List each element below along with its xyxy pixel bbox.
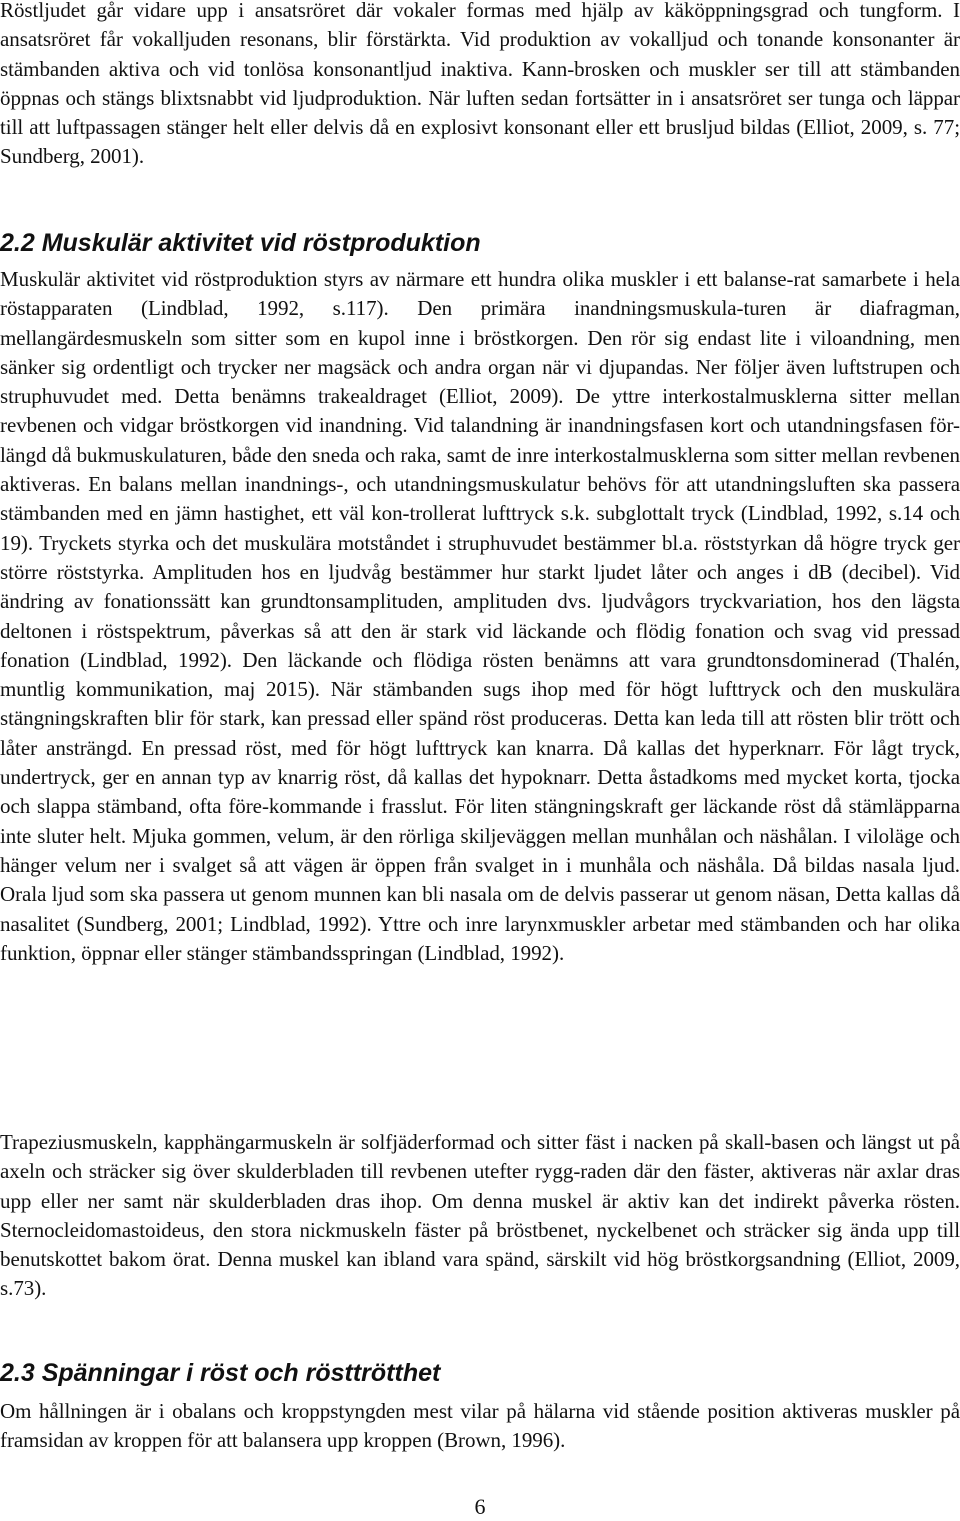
intro-paragraph: Röstljudet går vidare upp i ansatsröret där vokaler formas med hjälp av käköppningsgrad och tungform. I ansatsröret får vokalljuden resonans, blir förstärkta. Vid produktion av vokalljud och tonande konsonanter är stämbanden aktiva och vid tonlösa konsonantljud inaktiva. Kann-brosken och muskler ser till att stämbanden öppnas och stängs blixtsnabbt vid ljudproduktion. När luften sedan fortsätter in i ansatsröret ser tunga och läppar till att luftpassagen stänger helt eller delvis då en explosivt konsonant eller ett brusljud bildas (Elliot, 2009, s. 77; Sundberg, 2001). <box>0 0 960 169</box>
section-2-3-paragraph-1: Om hållningen är i obalans och kroppstyngden mest vilar på hälarna vid stående position aktiveras muskler på framsidan av kroppen för att balansera upp kroppen (Brown, 1996). <box>0 1399 960 1453</box>
section-heading-2-2: 2.2 Muskulär aktivitet vid röstproduktion <box>0 229 481 257</box>
section-2-2-paragraph-2: Trapeziusmuskeln, kapphängarmuskeln är solfjäderformad och sitter fäst i nacken på skall-basen och längst ut på axeln och sträcker sig över skulderbladen till revbenen utefter rygg-raden där den fäster, aktiveras när axlar dras upp eller ner samt när skulderbladen dras ihop. Om denna muskel är aktiv kan det indirekt påverka rösten. Sternocleidomastoideus, den stora nickmuskeln fäster på bröstbenet, nyckelbenet och sträcker sig ända upp till benutskottet bakom örat. Denna muskel kan ibland vara spänd, särskilt vid hög bröstkorgsandning (Elliot, 2009, s.73). <box>0 1130 960 1301</box>
page-number: 6 <box>474 1494 486 1519</box>
section-heading-2-3: 2.3 Spänningar i röst och rösttrötthet <box>0 1359 441 1387</box>
section-2-2-paragraph-1: Muskulär aktivitet vid röstproduktion styrs av närmare ett hundra olika muskler i ett balanse-rat samarbete i hela röstapparaten (Lindblad, 1992, s.117). Den primära inandningsmuskula-turen är diafragman, mellangärdesmuskeln som sitter som en kupol inne i bröstkorgen. Den rör sig endast lite i viloandning, men sänker sig ordentligt och trycker ner magsäck och andra organ när vi djupandas. Ner följer även luftstrupen och struphuvudet med. Detta benämns trakealdraget (Elliot, 2009). De yttre interkostalmusklerna sitter mellan revbenen och vidgar bröstkorgen vid inandning. Vid talandning är inandningsfasen kort och utandningsfasen för-längd då bukmuskulaturen, både den sneda och raka, samt de inre interkostalmusklerna som sitter mellan revbenen aktiveras. En balans mellan inandnings-, och utandningsmuskulatur behövs för att utandningsluften ska passera stämbanden med en jämn hastighet, ett väl kon-trollerat lufttryck s.k. subglottalt tryck (Lindblad, 1992, s.14 och 19). Tryckets styrka och det muskulära motståndet i struphuvudet bestämmer bl.a. röststyrkan då högre tryck ger större röststyrka. Amplituden hos en ljudvåg bestämmer hur starkt ljudet låter och anges i dB (decibel). Vid ändring av fonationssätt kan grundtonsamplituden, amplituden dvs. ljudvågors tryckvariation, hos den lägsta deltonen i röstspektrum, påverkas så att den är stark vid läckande och flödig fonation och svag vid pressad fonation (Lindblad, 1992). Den läckande och flödiga rösten benämns att vara grundtonsdominerad (Thalén, muntlig kommunikation, maj 2015). När stämbanden sugs ihop med för högt lufttryck och den muskulära stängningskraften blir för stark, kan pressad eller spänd röst produceras. Detta kan leda till att rösten blir trött och låter ansträngd. En pressad röst, med för högt lufttryck kan knarra. Då kallas det hyperknarr. För lågt tryck, undertryck, ger en annan typ av knarrig röst, då kallas det hypoknarr. Detta åstadkoms med mycket korta, tjocka och slappa stämband, ofta före-kommande i frasslut. För liten stängningskraft ger läckande röst då stämläpparna inte sluter helt. Mjuka gommen, velum, är den rörliga skiljeväggen mellan munhålan och näshålan. I viloläge och hänger velum ner i svalget så att vägen är öppen från svalget in i munhåla och näshåla. Då bildas nasala ljud. Orala ljud som ska passera ut genom munnen kan bli nasala om de delvis passerar ut genom näsan, Detta kallas då nasalitet (Sundberg, 2001; Lindblad, 1992). Yttre och inre larynxmuskler arbetar med stämbanden och har olika funktion, öppnar eller stänger stämbandsspringan (Lindblad, 1992). <box>0 267 960 965</box>
